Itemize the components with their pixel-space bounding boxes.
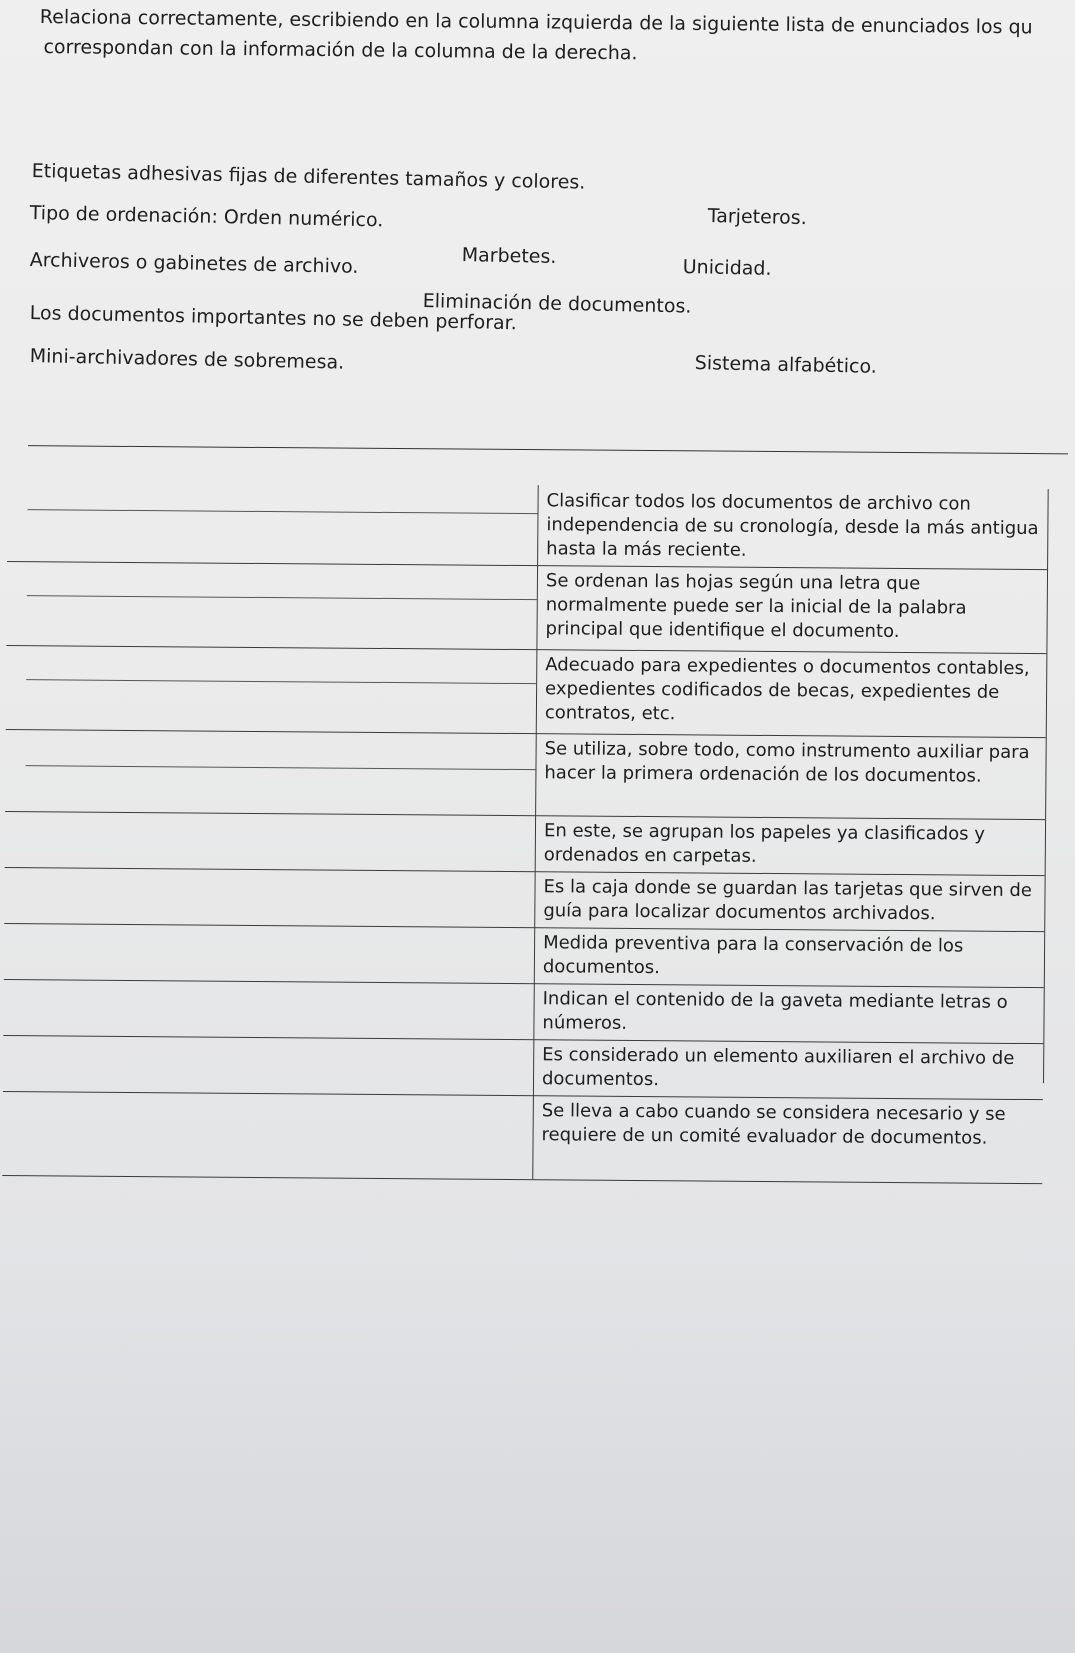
instructions-line-2: correspondan con la información de la columna de la derecha. — [43, 36, 638, 65]
answer-cell[interactable] — [23, 1035, 533, 1095]
description-cell: Indican el contenido de la gaveta mediante letras o números. — [533, 983, 1043, 1043]
answer-cell[interactable] — [25, 729, 536, 815]
table-row — [4, 923, 1044, 988]
answer-cell[interactable] — [24, 923, 534, 983]
table-row — [6, 561, 1047, 654]
table-row — [3, 1035, 1043, 1100]
instructions-line-1: Relaciona correctamente, escribiendo en la columna izquierda de la siguiente lista de enunciados los qu — [39, 5, 1033, 39]
option-item: Unicidad. — [682, 256, 772, 280]
description-cell: Se lleva a cabo cuando se considera necesario y se requiere de un comité evaluador de documentos. — [532, 1095, 1043, 1183]
option-item: Archiveros o gabinetes de archivo. — [29, 249, 359, 278]
table-top-border — [28, 445, 1068, 454]
option-item: Mini-archivadores de sobremesa. — [29, 345, 345, 374]
answer-cell[interactable] — [26, 645, 537, 733]
answer-cell[interactable] — [22, 1091, 533, 1179]
table-row — [5, 811, 1045, 876]
answer-cell[interactable] — [27, 481, 538, 565]
answer-cell[interactable] — [23, 979, 533, 1039]
options-list — [0, 0, 1075, 420]
option-item: Etiquetas adhesivas fijas de diferentes tamaños y colores. — [31, 160, 586, 194]
table-row — [6, 645, 1047, 738]
answer-cell[interactable] — [24, 867, 534, 927]
option-item: Los documentos importantes no se deben perforar. — [29, 302, 517, 335]
table-row — [3, 979, 1043, 1044]
description-cell: Medida preventiva para la conservación de los documentos. — [534, 927, 1044, 987]
description-cell: Adecuado para expedientes o documentos contables, expedientes codificados de becas, expedientes de contratos, etc. — [536, 649, 1047, 737]
option-item: Sistema alfabético. — [694, 352, 878, 378]
answer-cell[interactable] — [25, 811, 535, 871]
table-row — [2, 1091, 1043, 1184]
option-item: Tipo de ordenación: Orden numérico. — [29, 202, 384, 232]
description-cell: Clasificar todos los documentos de archivo con independencia de su cronología, desde la más antigua hasta la más reciente. — [537, 485, 1048, 569]
option-item: Marbetes. — [461, 244, 557, 268]
description-cell: Es considerado un elemento auxiliaren el archivo de documentos. — [533, 1039, 1043, 1099]
matching-table — [2, 445, 1068, 1223]
table-row — [5, 729, 1046, 820]
table-row — [4, 867, 1044, 932]
table-row — [7, 481, 1048, 570]
description-cell: Es la caja donde se guardan las tarjetas que sirven de guía para localizar documentos archivados. — [534, 871, 1044, 931]
answer-cell[interactable] — [26, 561, 537, 649]
description-cell: En este, se agrupan los papeles ya clasificados y ordenados en carpetas. — [535, 815, 1045, 875]
option-item: Eliminación de documentos. — [422, 290, 692, 318]
option-item: Tarjeteros. — [707, 205, 807, 230]
description-cell: Se utiliza, sobre todo, como instrumento auxiliar para hacer la primera ordenación de los documentos. — [535, 733, 1046, 819]
description-cell: Se ordenan las hojas según una letra que normalmente puede ser la inicial de la palabra principal que identifique el documento. — [536, 565, 1047, 653]
